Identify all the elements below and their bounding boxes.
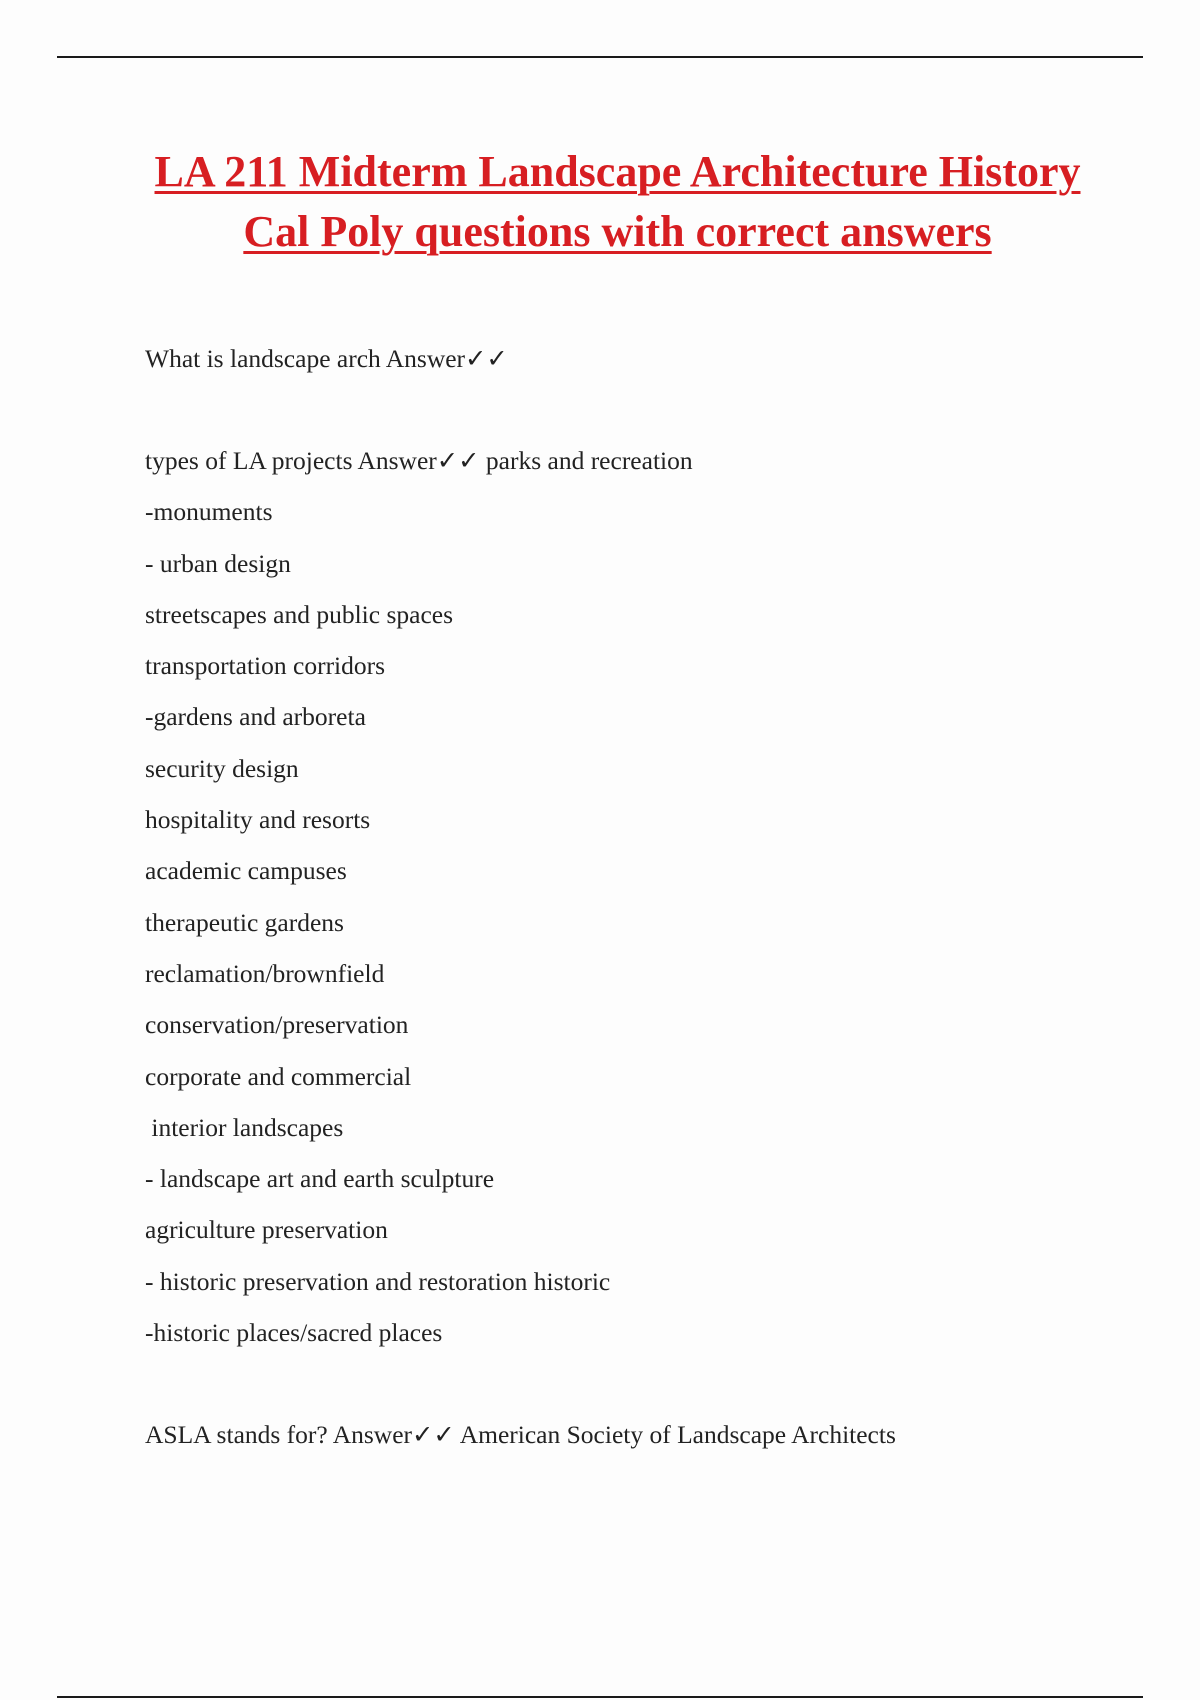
- answer-line: - urban design: [145, 548, 291, 578]
- answer-line: streetscapes and public spaces: [145, 599, 454, 629]
- answer-line: - historic preservation and restoration historic: [145, 1266, 611, 1296]
- question-landscape-arch: What is landscape arch Answer✓✓: [145, 344, 508, 373]
- document-title: LA 211 Midterm Landscape Architecture History Cal Poly questions with correct answers: [154, 147, 1081, 256]
- question-asla: ASLA stands for? Answer✓✓ American Society of Landscape Architects: [145, 1420, 896, 1450]
- answer-line: conservation/preservation: [145, 1010, 409, 1040]
- answer-line: security design: [145, 753, 299, 783]
- top-rule: [57, 56, 1143, 58]
- answer-line: academic campuses: [145, 856, 347, 886]
- answer-line: reclamation/brownfield: [145, 958, 385, 988]
- question-line: types of LA projects Answer✓✓ parks and recreation: [145, 446, 693, 475]
- answer-line: interior landscapes: [145, 1112, 344, 1142]
- answer-line: corporate and commercial: [145, 1061, 412, 1091]
- question-la-project-types: [145, 442, 1145, 1365]
- answer-line: - landscape art and earth sculpture: [145, 1164, 495, 1194]
- answer-line: hospitality and resorts: [145, 805, 371, 835]
- answer-line: -monuments: [145, 497, 273, 527]
- answer-line: agriculture preservation: [145, 1215, 388, 1245]
- answer-line: therapeutic gardens: [145, 907, 344, 937]
- bottom-rule: [57, 1696, 1143, 1698]
- answer-line: -historic places/sacred places: [145, 1318, 443, 1348]
- document-body: [145, 340, 1145, 1468]
- answer-line: transportation corridors: [145, 651, 386, 681]
- answer-line: -gardens and arboreta: [145, 702, 366, 732]
